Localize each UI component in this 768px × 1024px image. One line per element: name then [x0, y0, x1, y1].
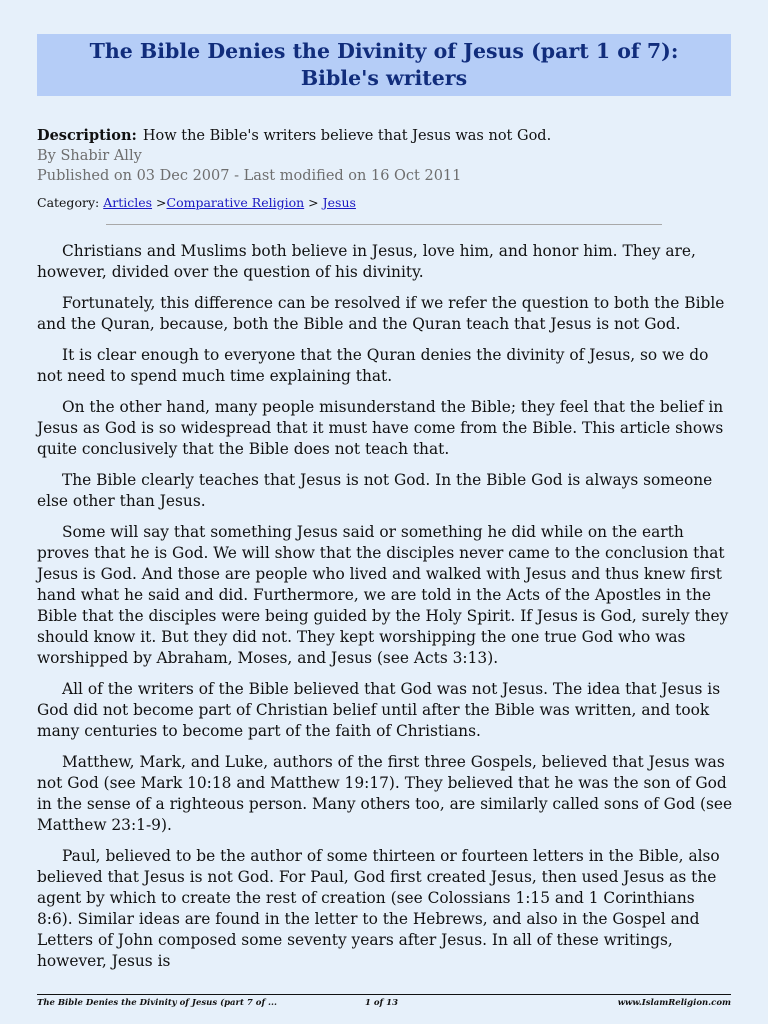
article-body: [37, 241, 733, 982]
category-link-comparative-religion[interactable]: Comparative Religion: [166, 195, 305, 210]
divider: [106, 224, 662, 225]
breadcrumb-separator: >: [308, 195, 319, 210]
paragraph: All of the writers of the Bible believed that God was not Jesus. The idea that Jesus is God did not become part of Christian belief until after the Bible was written, and took many centuries to become part of the faith of Christians.: [37, 680, 721, 740]
breadcrumb-separator: >: [156, 195, 167, 210]
paragraph: Some will say that something Jesus said or something he did while on the earth proves that he is God. We will show that the disciples never came to the conclusion that Jesus is God. And those are people who lived and walked with Jesus and thus knew first hand what he said and did. Furthermore, we are told in the Acts of the Apostles in the Bible that the disciples were being guided by the Holy Spirit. If Jesus is God, surely they should know it. But they did not. They kept worshipping the one true God who was worshipped by Abraham, Moses, and Jesus (see Acts 3:13).: [37, 523, 729, 667]
description: [37, 126, 731, 146]
footer-title: The Bible Denies the Divinity of Jesus (part 7 of ...: [37, 998, 277, 1008]
paragraph: Christians and Muslims both believe in Jesus, love him, and honor him. They are, however, divided over the question of his divinity.: [37, 242, 696, 281]
paragraph: Fortunately, this difference can be resolved if we refer the question to both the Bible and the Quran, because, both the Bible and the Quran teach that Jesus is not God.: [37, 294, 725, 333]
article-meta: [37, 126, 731, 212]
paragraph: On the other hand, many people misunderstand the Bible; they feel that the belief in Jesus as God is so widespread that it must have come from the Bible. This article shows quite conclusively that the Bible does not teach that.: [37, 398, 724, 458]
paragraph: The Bible clearly teaches that Jesus is not God. In the Bible God is always someone else other than Jesus.: [37, 471, 713, 510]
paragraph: Matthew, Mark, and Luke, authors of the first three Gospels, believed that Jesus was not God (see Mark 10:18 and Matthew 19:17). They believed that he was the son of God in the sense of a righteous person. Many others too, are similarly called sons of God (see Matthew 23:1-9).: [37, 753, 733, 834]
title-banner: [37, 34, 731, 96]
category-link-articles[interactable]: Articles: [103, 195, 153, 210]
description-text: How the Bible's writers believe that Jesus was not God.: [142, 128, 552, 144]
publish-date: Published on 03 Dec 2007 - Last modified on 16 Oct 2011: [37, 168, 462, 184]
footer-site: www.IslamReligion.com: [617, 998, 731, 1008]
description-label: Description:: [37, 127, 137, 144]
paragraph: It is clear enough to everyone that the Quran denies the divinity of Jesus, so we do not need to spend much time explaining that.: [37, 346, 709, 385]
paragraph: Paul, believed to be the author of some thirteen or fourteen letters in the Bible, also believed that Jesus is not God. For Paul, God first created Jesus, then used Jesus as the agent by which to create the rest of creation (see Colossians 1:15 and 1 Corinthians 8:6). Similar ideas are found in the letter to the Hebrews, and also in the Gospel and Letters of John composed some seventy years after Jesus. In all of these writings, however, Jesus is: [37, 847, 720, 970]
category-label: Category:: [37, 195, 100, 210]
page-title: The Bible Denies the Divinity of Jesus (part 1 of 7): Bible's writers: [89, 39, 679, 90]
page-number: 1 of 13: [365, 998, 398, 1008]
category-link-jesus[interactable]: Jesus: [322, 195, 356, 210]
page-footer: [37, 994, 731, 1012]
author: By Shabir Ally: [37, 148, 142, 164]
category-breadcrumb: [37, 194, 731, 212]
